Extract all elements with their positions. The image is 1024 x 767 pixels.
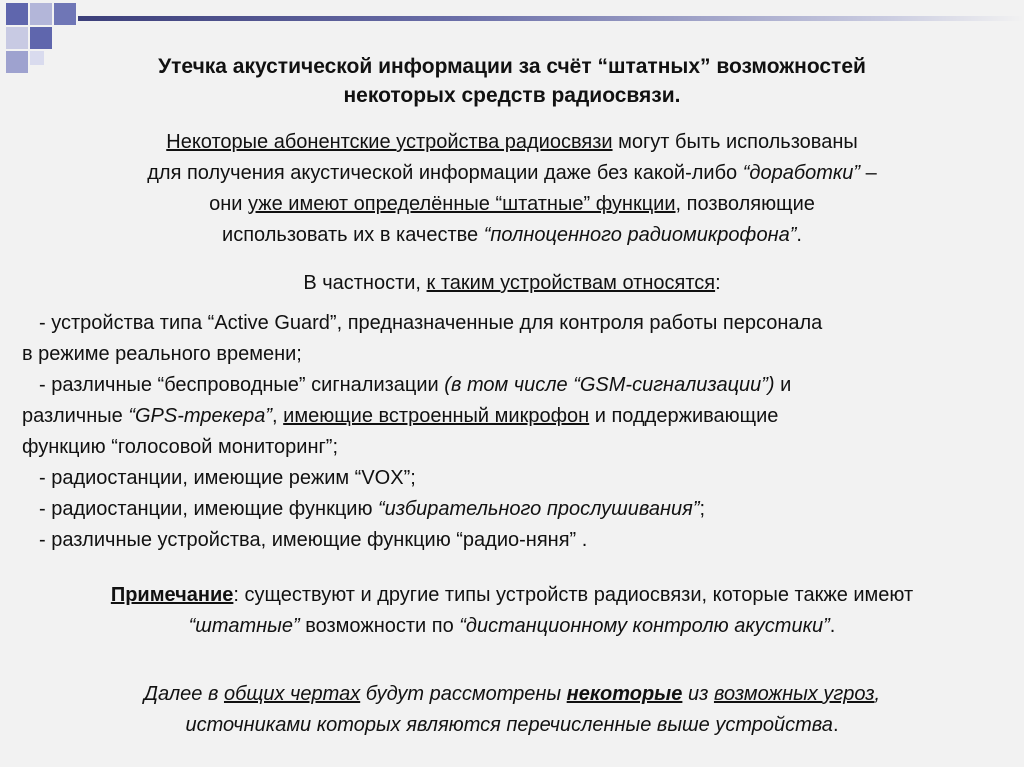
italic-text: “доработки”: [742, 162, 861, 184]
text: - радиостанции, имеющие функцию: [39, 498, 379, 520]
text: - различные “беспроводные” сигнализации: [39, 374, 445, 396]
italic-text: “GPS-трекера”: [128, 405, 273, 427]
text-line: [40, 189, 984, 220]
text-line: [40, 158, 984, 189]
underlined-text: к таким устройствам относятся: [426, 272, 716, 294]
text-line: [40, 127, 984, 158]
list-item-continuation: в режиме реального времени;: [22, 343, 302, 365]
underlined-text: возможных угроз: [713, 683, 875, 705]
decor-square: [54, 3, 76, 25]
bold-underlined-text: некоторые: [566, 683, 683, 705]
underlined-text: общих чертах: [223, 683, 361, 705]
text: ;: [699, 498, 706, 520]
text-line: [40, 220, 984, 251]
text: для получения акустической информации даже без какой-либо: [147, 162, 743, 184]
slide-title: [60, 52, 964, 110]
decor-square: [30, 27, 52, 49]
text: ,: [272, 405, 284, 427]
text: .: [829, 615, 836, 637]
decor-square: [6, 27, 28, 49]
decor-square: [6, 3, 28, 25]
text-line: [20, 710, 1004, 741]
note-label: Примечание: [110, 584, 234, 606]
conclusion-paragraph: [20, 679, 1004, 741]
text: они: [209, 193, 249, 215]
text-line: [20, 679, 1004, 710]
italic-text: “штатные”: [188, 615, 300, 637]
text: могут быть использованы: [612, 131, 858, 153]
list-item: - различные устройства, имеющие функцию “радио-няня” .: [39, 529, 588, 551]
particular-line: [40, 268, 984, 299]
title-line: некоторых средств радиосвязи.: [343, 84, 681, 107]
text: –: [860, 162, 877, 184]
italic-text: (в том числе “GSM-сигнализации”): [444, 374, 775, 396]
text-line: [20, 580, 1004, 611]
list-item: [22, 370, 1012, 401]
text: .: [832, 714, 839, 736]
list-item: [22, 494, 1012, 525]
text: и: [774, 374, 792, 396]
italic-text: “избирательного прослушивания”: [378, 498, 700, 520]
italic-text: “дистанционному контролю акустики”: [459, 615, 830, 637]
text: .: [796, 224, 802, 246]
list-item: - устройства типа “Active Guard”, предназначенные для контроля работы персонала: [39, 312, 823, 334]
decor-square: [6, 51, 28, 73]
text: из: [682, 683, 714, 705]
text: ,: [874, 683, 881, 705]
text: : существуют и другие типы устройств радиосвязи, которые также имеют: [233, 584, 914, 606]
device-list: [22, 308, 1012, 556]
text: Далее в: [143, 683, 224, 705]
list-item-continuation: [22, 401, 1012, 432]
underlined-text: имеющие встроенный микрофон: [283, 405, 590, 427]
text: различные: [22, 405, 129, 427]
text: использовать их в качестве: [222, 224, 484, 246]
decor-square: [30, 3, 52, 25]
text: будут рассмотрены: [360, 683, 567, 705]
italic-text: “полноценного радиомикрофона”: [483, 224, 797, 246]
text: В частности,: [303, 272, 427, 294]
text: :: [715, 272, 721, 294]
text-line: [20, 611, 1004, 642]
underlined-text: уже имеют определённые “штатные” функции: [248, 193, 676, 215]
title-line: Утечка акустической информации за счёт “штатных” возможностей: [158, 55, 866, 78]
list-item-continuation: функцию “голосовой мониторинг”;: [22, 436, 339, 458]
text: , позволяющие: [675, 193, 815, 215]
text: возможности по: [299, 615, 460, 637]
underlined-text: Некоторые абонентские устройства радиосвязи: [166, 131, 613, 153]
text: источниками которых являются перечисленные выше устройства: [185, 714, 833, 736]
decor-square: [30, 51, 44, 65]
text: и поддерживающие: [589, 405, 779, 427]
header-bar: [78, 16, 1024, 21]
intro-paragraph: [40, 127, 984, 251]
note-paragraph: [20, 580, 1004, 642]
list-item: - радиостанции, имеющие режим “VOX”;: [39, 467, 416, 489]
